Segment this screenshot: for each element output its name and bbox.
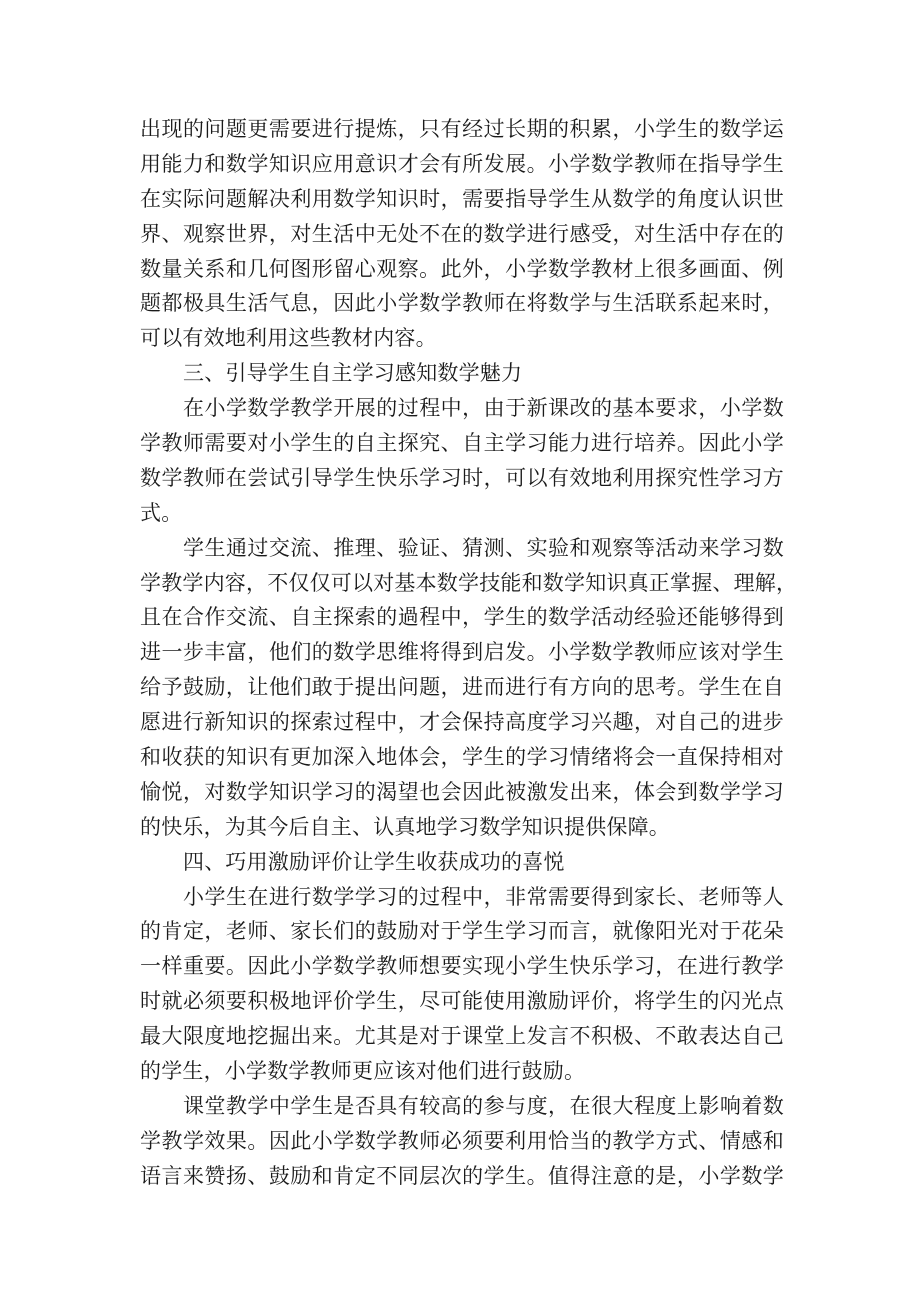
text-line: 的肯定，老师、家长们的鼓励对于学生学习而言，就像阳光对于花朵 xyxy=(140,919,784,944)
text-line: 给予鼓励，让他们敢于提出问题，进而进行有方向的思考。学生在自 xyxy=(140,675,784,700)
text-line: 愿进行新知识的探索过程中，才会保持高度学习兴趣，对自己的进步 xyxy=(140,710,784,735)
heading-text: 三、引导学生自主学习感知数学魅力 xyxy=(183,361,523,386)
text-line: 数学教师在尝试引导学生快乐学习时，可以有效地利用探究性学习方 xyxy=(140,465,784,490)
paragraph xyxy=(140,531,798,845)
paragraph xyxy=(140,112,784,356)
paragraph xyxy=(140,1089,784,1194)
text-line: 进一步丰富，他们的数学思维将得到启发。小学数学教师应该对学生 xyxy=(140,640,784,665)
text-line: 学生通过交流、推理、验证、猜测、实验和观察等活动来学习数 xyxy=(183,535,784,560)
text-line: 学教学效果。因此小学数学教师必须要利用恰当的教学方式、情感和 xyxy=(140,1128,784,1153)
text-line: 题都极具生活气息，因此小学数学教师在将数学与生活联系起来时， xyxy=(140,291,784,316)
text-line: 最大限度地挖掘出来。尤其是对于课堂上发言不积极、不敢表达自己 xyxy=(140,1024,784,1049)
paragraph xyxy=(140,391,784,531)
text-line: 学教师需要对小学生的自主探究、自主学习能力进行培养。因此小学 xyxy=(140,431,784,456)
section-heading xyxy=(140,845,784,880)
text-line: 一样重要。因此小学数学教师想要实现小学生快乐学习，在进行教学 xyxy=(140,954,784,979)
text-line: 出现的问题更需要进行提炼，只有经过长期的积累，小学生的数学运 xyxy=(140,117,784,141)
text-line: 时就必须要积极地评价学生，尽可能使用激励评价，将学生的闪光点 xyxy=(140,989,784,1014)
paragraph xyxy=(140,880,784,1089)
heading-text: 四、巧用激励评价让学生收获成功的喜悦 xyxy=(183,849,565,874)
text-line: 语言来赞扬、鼓励和肯定不同层次的学生。值得注意的是，小学数学 xyxy=(140,1163,784,1188)
text-line: 的快乐，为其今后自主、认真地学习数学知识提供保障。 xyxy=(140,814,670,839)
text-line: 课堂教学中学生是否具有较高的参与度，在很大程度上影响着数 xyxy=(183,1093,784,1118)
text-line: 用能力和数学知识应用意识才会有所发展。小学数学教师在指导学生 xyxy=(140,151,784,176)
text-line: 数量关系和几何图形留心观察。此外，小学数学教材上很多画面、例 xyxy=(140,256,784,281)
text-line: 在实际问题解决利用数学知识时，需要指导学生从数学的角度认识世 xyxy=(140,186,784,211)
text-line: 式。 xyxy=(140,500,183,525)
section-heading xyxy=(140,356,784,391)
text-line: 可以有效地利用这些教材内容。 xyxy=(140,326,437,351)
text-line: 愉悦，对数学知识学习的渴望也会因此被激发出来，体会到数学学习 xyxy=(140,779,784,804)
text-line: 且在合作交流、自主探索的過程中，学生的数学活动经验还能够得到 xyxy=(140,605,784,630)
text-line: 学教学内容，不仅仅可以对基本数学技能和数学知识真正掌握、理解， xyxy=(140,570,798,595)
text-line: 界、观察世界，对生活中无处不在的数学进行感受，对生活中存在的 xyxy=(140,221,784,246)
text-line: 在小学数学教学开展的过程中，由于新课改的基本要求，小学数 xyxy=(183,396,784,421)
text-line: 的学生，小学数学教师更应该对他们进行鼓励。 xyxy=(140,1059,586,1084)
document-page xyxy=(140,112,798,1194)
text-line: 小学生在进行数学学习的过程中，非常需要得到家长、老师等人 xyxy=(183,884,784,909)
text-line: 和收获的知识有更加深入地体会，学生的学习情绪将会一直保持相对 xyxy=(140,745,784,770)
